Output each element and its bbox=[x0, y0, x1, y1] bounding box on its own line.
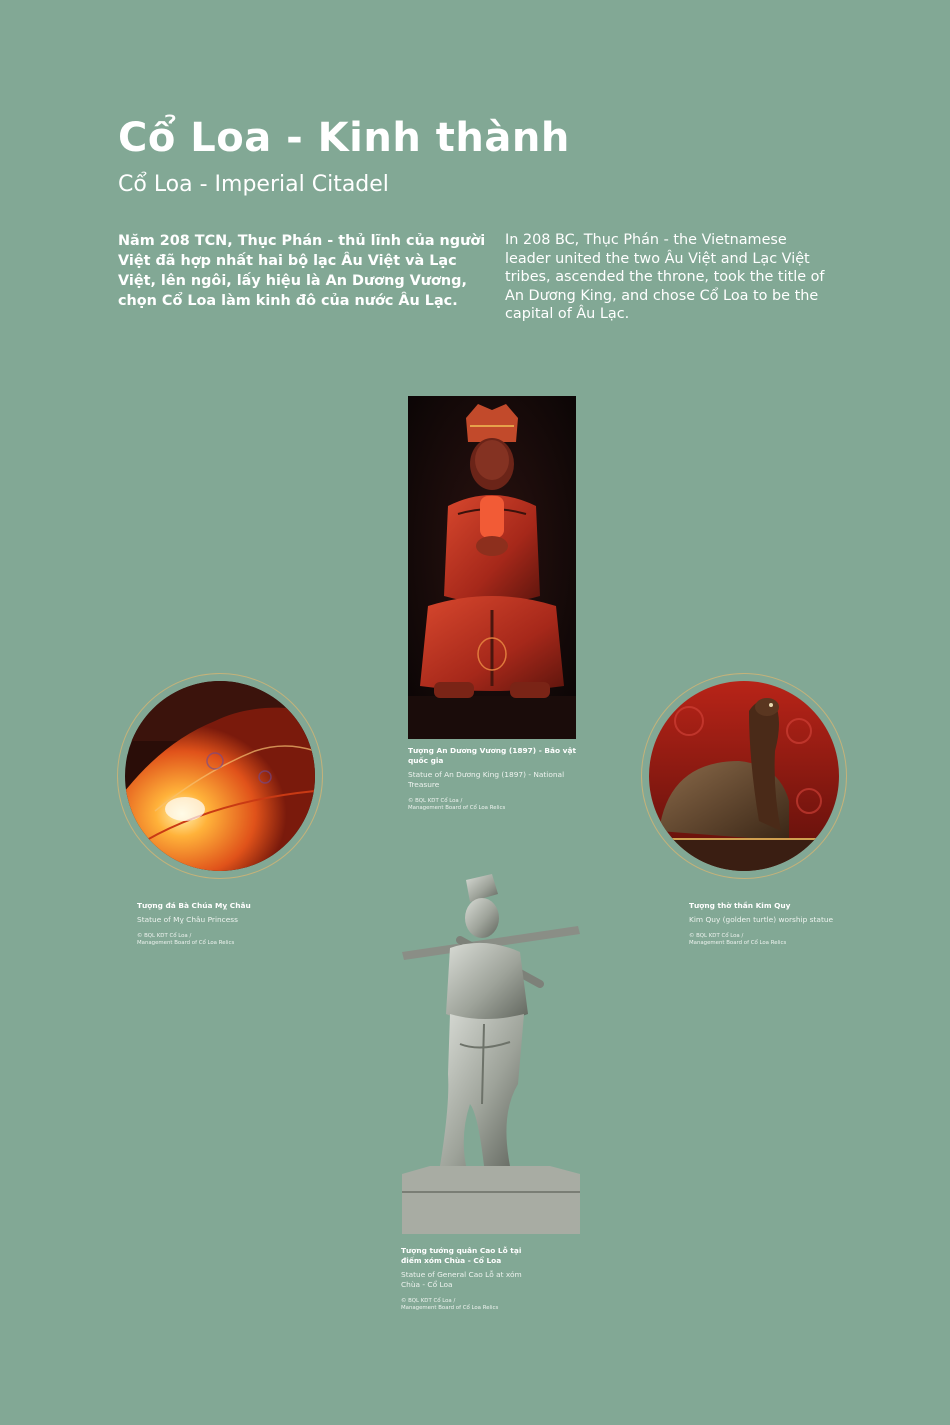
kim-quy-caption bbox=[689, 901, 864, 947]
credit-line: © BQL KDT Cổ Loa / bbox=[408, 798, 463, 804]
seated-king-statue-photo-icon bbox=[408, 396, 576, 739]
credit-line: © BQL KDT Cổ Loa / bbox=[689, 933, 744, 939]
an-duong-caption bbox=[408, 746, 583, 812]
cao-lo-caption bbox=[401, 1246, 541, 1312]
intro-vietnamese: Năm 208 TCN, Thục Phán - thủ lĩnh của người Việt đã hợp nhất hai bộ lạc Âu Việt và Lạc Việt, lên ngôi, lấy hiệu là An Dương Vương, chọn Cổ Loa làm kinh đô của nước Âu Lạc. bbox=[118, 233, 486, 309]
turtle-statue-photo-icon bbox=[649, 681, 839, 871]
an-duong-statue-photo bbox=[408, 396, 576, 739]
kim-quy-statue-photo bbox=[649, 681, 839, 871]
caption-title: Tượng đá Bà Chúa Mỵ Châu bbox=[137, 901, 251, 910]
credit-line: Management Board of Cổ Loa Relics bbox=[689, 940, 787, 947]
cao-lo-statue-photo bbox=[400, 874, 582, 1234]
caption-english: Statue of Mỵ Châu Princess bbox=[137, 915, 238, 924]
crossbow-general-statue-photo-icon bbox=[400, 874, 582, 1234]
caption-credit bbox=[408, 798, 583, 812]
caption-credit bbox=[689, 933, 864, 947]
my-chau-caption bbox=[137, 901, 312, 947]
caption-english: Kim Quy (golden turtle) worship statue bbox=[689, 915, 834, 924]
caption-title: Tượng An Dương Vương (1897) - Bảo vật quốc gia bbox=[408, 746, 576, 765]
credit-line: © BQL KDT Cổ Loa / bbox=[137, 933, 192, 939]
intro-english: In 208 BC, Thục Phán - the Vietnamese leader united the two Âu Việt and Lạc Việt tribes, ascended the throne, took the title of An Dương King, and chose Cổ Loa to be the capital of Âu Lạc. bbox=[505, 232, 825, 323]
caption-credit bbox=[137, 933, 312, 947]
credit-line: Management Board of Cổ Loa Relics bbox=[137, 940, 235, 947]
credit-line: Management Board of Cổ Loa Relics bbox=[408, 805, 506, 812]
my-chau-statue-photo bbox=[125, 681, 315, 871]
my-chau-photo-frame bbox=[117, 673, 323, 879]
credit-line: Management Board of Cổ Loa Relics bbox=[401, 1305, 499, 1312]
caption-title: Tượng thờ thần Kim Quy bbox=[689, 901, 791, 910]
draped-statue-photo-icon bbox=[125, 681, 315, 871]
kim-quy-photo-frame bbox=[641, 673, 847, 879]
page-title: Cổ Loa - Kinh thành bbox=[118, 115, 570, 161]
caption-english: Statue of An Dương King (1897) - National Treasure bbox=[408, 770, 565, 789]
caption-credit bbox=[401, 1298, 541, 1312]
caption-english: Statue of General Cao Lỗ at xóm Chùa - Cổ Loa bbox=[401, 1270, 522, 1289]
caption-title: Tượng tướng quân Cao Lỗ tại điếm xóm Chùa - Cổ Loa bbox=[401, 1246, 522, 1265]
page-subtitle: Cổ Loa - Imperial Citadel bbox=[118, 172, 389, 197]
credit-line: © BQL KDT Cổ Loa / bbox=[401, 1298, 456, 1304]
